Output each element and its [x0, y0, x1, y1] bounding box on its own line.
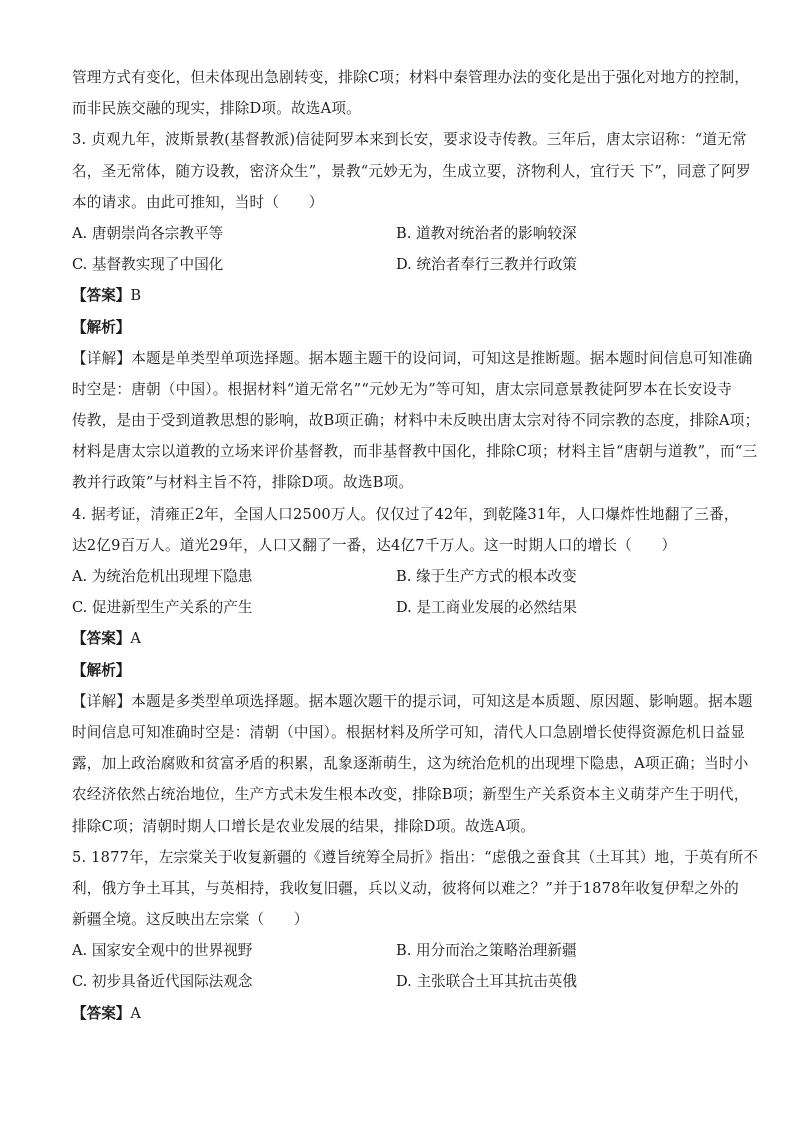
question-5 — [72, 842, 759, 1029]
question-stem-line: 4. 据考证，清雍正2年，全国人口2500万人。仅仅过了42年，到乾隆31年，人口爆炸性地翻了三番， — [72, 505, 739, 523]
intro-line: 而非民族交融的现实，排除D项。故选A项。 — [72, 100, 361, 118]
question-stem-line: 3. 贞观九年，波斯景教(基督教派)信徒阿罗本来到长安，要求设寺传教。三年后，唐太宗诏称：“道无常 — [72, 131, 747, 149]
option-d: D. 统治者奉行三教并行政策 — [396, 256, 577, 274]
options-row — [72, 561, 732, 592]
detail-line: 露，加上政治腐败和贫富矛盾的积累，乱象逐渐萌生，这为统治危机的出现埋下隐患，A项正确；当时小 — [72, 755, 749, 773]
analysis-label-line — [72, 655, 732, 686]
answer-line — [72, 623, 732, 654]
answer-label: 【答案】 — [72, 630, 131, 648]
detail-line: 传教，是由于受到道教思想的影响，故B项正确；材料中未反映出唐太宗对待不同宗教的态度，排除A项； — [72, 412, 760, 430]
detail-label: 【详解】 — [72, 692, 132, 710]
document-page — [72, 62, 760, 1029]
question-stem-line: 利，俄方争土耳其，与英相持，我收复旧疆，兵以义动，彼将何以难之？”并于1878年收复伊犁之外的 — [72, 879, 739, 897]
option-c: C. 促进新型生产关系的产生 — [72, 599, 253, 617]
question-stem-line: 新疆全境。这反映出左宗棠（ ） — [72, 911, 309, 929]
option-a: A. 为统治危机出现埋下隐患 — [72, 568, 253, 585]
options-row — [72, 935, 732, 966]
detail-line: 农经济依然占统治地位，生产方式未发生根本改变，排除B项；新型生产关系资本主义萌芽产生于明代， — [72, 786, 749, 804]
detail-line — [72, 686, 753, 717]
detail-line: 教并行政策”与材料主旨不符，排除D项。故选B项。 — [72, 474, 414, 492]
analysis-label: 【解析】 — [72, 661, 131, 679]
answer-value: A — [130, 630, 141, 648]
intro-line: 管理方式有变化，但未体现出急剧转变，排除C项；材料中秦管理办法的变化是出于强化对地方的控制， — [72, 69, 750, 86]
detail-line: 时间信息可知准确时空是：清朝（中国）。根据材料及所学可知，清代人口急剧增长使得资源危机日益显 — [72, 723, 746, 741]
question-stem-line: 5. 1877年，左宗棠关于收复新疆的《遵旨统筹全局折》指出：“虑俄之蚕食其（土耳其）地，于英有所不 — [72, 848, 759, 866]
detail-line — [72, 343, 753, 374]
detail-line: 材料是唐太宗以道教的立场来评价基督教，而非基督教中国化，排除C项；材料主旨“唐朝与道教”，而“三 — [72, 443, 758, 461]
question-stem-line: 达2亿9百万人。道光29年，人口又翻了一番，达4亿7千万人。这一时期人口的增长（ ） — [72, 536, 677, 554]
option-c: C. 初步具备近代国际法观念 — [72, 973, 253, 991]
question-stem-line: 名，圣无常体，随方设教，密济众生”，景教“元妙无为，生成立要，济物利人，宜行天 下”，同意了阿罗 — [72, 162, 751, 180]
option-b: B. 道教对统治者的影响较深 — [396, 224, 577, 242]
detail-text: 本题是多类型单项选择题。据本题次题干的提示词，可知这是本质题、原因题、影响题。据本题 — [131, 692, 753, 710]
option-c: C. 基督教实现了中国化 — [72, 256, 224, 274]
option-a: A. 国家安全观中的世界视野 — [72, 942, 253, 960]
detail-text: 本题是单类型单项选择题。据本题主题干的设问词，可知这是推断题。据本题时间信息可知准确 — [131, 349, 753, 367]
answer-line — [72, 998, 732, 1029]
answer-value: B — [130, 287, 142, 305]
option-b: B. 用分而治之策略治理新疆 — [396, 942, 577, 960]
options-row — [72, 218, 732, 249]
question-stem-line: 本的请求。由此可推知，当时（ ） — [72, 193, 324, 211]
answer-label: 【答案】 — [72, 287, 131, 305]
detail-label: 【详解】 — [72, 349, 132, 367]
analysis-label: 【解析】 — [72, 318, 131, 336]
option-d: D. 是工商业发展的必然结果 — [396, 599, 577, 617]
question-4 — [72, 499, 753, 842]
detail-line: 时空是：唐朝（中国）。根据材料“道无常名”“元妙无为”等可知，唐太宗同意景教徒阿罗本在长安设寺 — [72, 380, 732, 398]
options-row — [72, 966, 732, 997]
options-row — [72, 249, 732, 280]
answer-line — [72, 280, 732, 311]
option-b: B. 缘于生产方式的根本改变 — [396, 568, 577, 585]
answer-label: 【答案】 — [72, 1004, 131, 1022]
option-d: D. 主张联合土耳其抗击英俄 — [396, 973, 577, 991]
option-a: A. 唐朝崇尚各宗教平等 — [72, 224, 224, 242]
analysis-label-line — [72, 312, 732, 343]
answer-value: A — [130, 1004, 141, 1022]
options-row — [72, 592, 732, 623]
detail-line: 排除C项；清朝时期人口增长是农业发展的结果，排除D项。故选A项。 — [72, 817, 536, 835]
question-3 — [72, 124, 760, 498]
